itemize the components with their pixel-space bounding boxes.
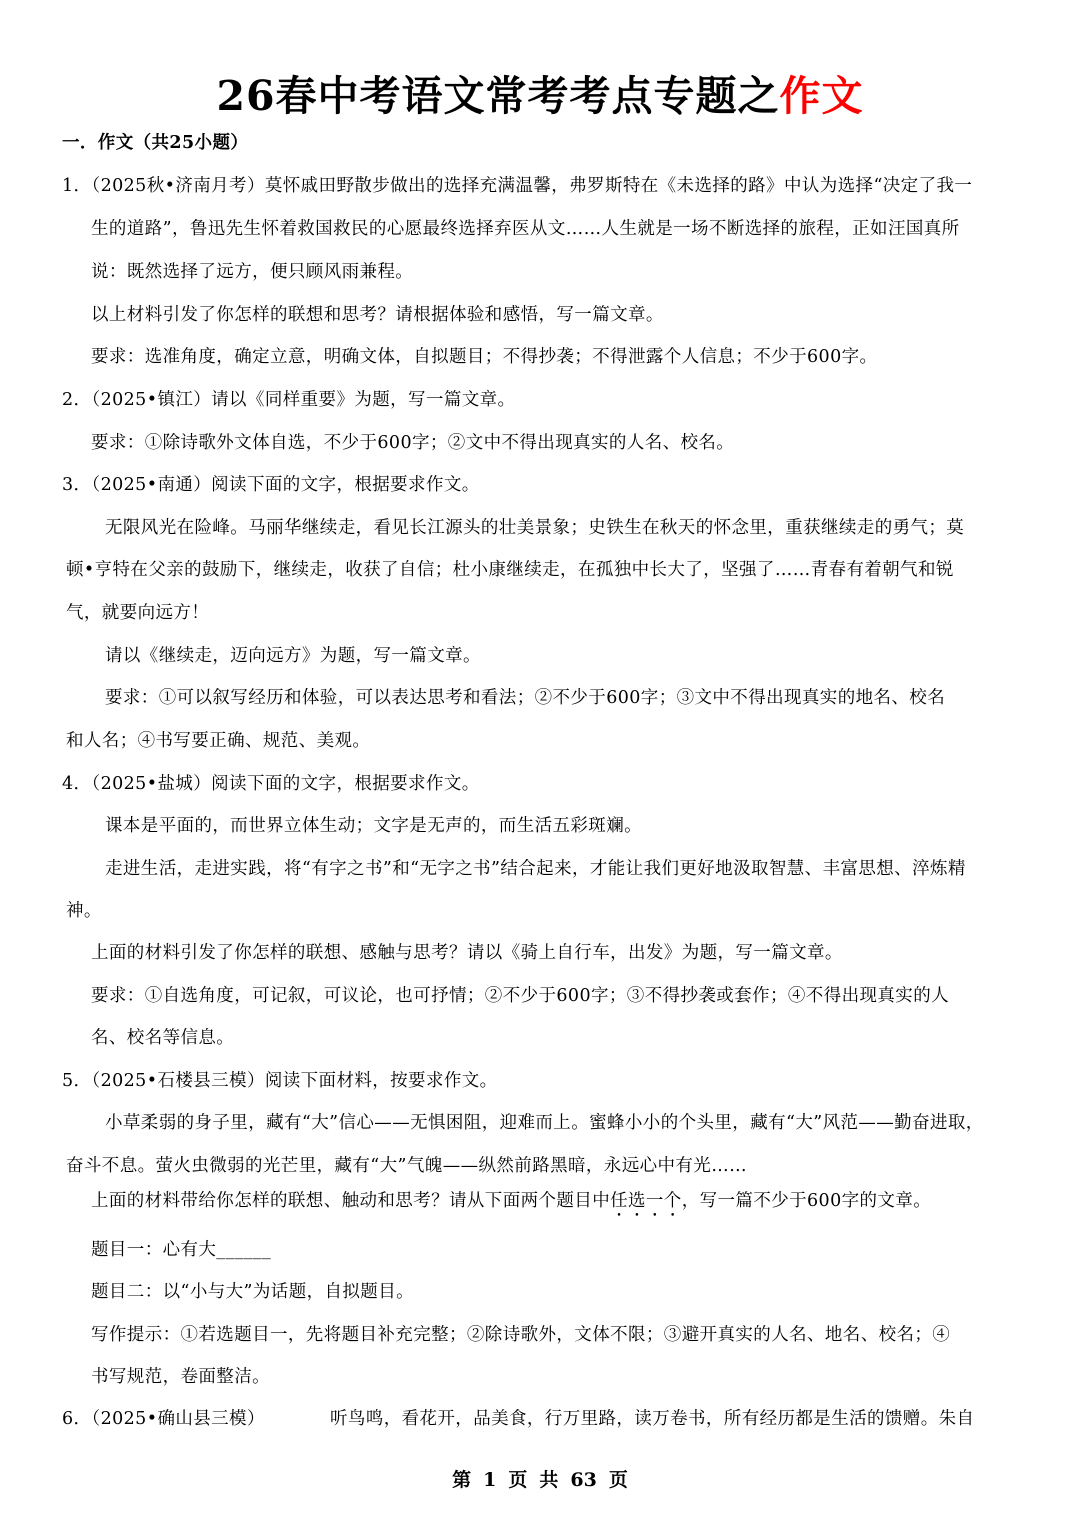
q1-line: 要求：选准角度，确定立意，明确文体，自拟题目；不得抄袭；不得泄露个人信息；不少于600字。 (91, 347, 878, 367)
q5-line: 5．（2025•石楼县三模）阅读下面材料，按要求作文。 (62, 1071, 498, 1091)
q4-line: 上面的材料引发了你怎样的联想、感触与思考？请以《骑上自行车，出发》为题，写一篇文章。 (91, 943, 843, 963)
footer-text: 第 (452, 1469, 472, 1491)
q3-line: 气，就要向远方！ (66, 603, 210, 623)
q5-line: 小草柔弱的身子里，藏有“大”信心——无惧困阻，迎难而上。蜜蜂小小的个头里，藏有“大”风范——勤奋进取， (105, 1113, 984, 1133)
q5-line: 奋斗不息。萤火虫微弱的光芒里，藏有“大”气魄——纵然前路黑暗，永远心中有光…… (66, 1156, 747, 1176)
section-heading: 一．作文（共25小题） (62, 133, 249, 153)
q3-line: 请以《继续走，迈向远方》为题，写一篇文章。 (105, 646, 481, 666)
q5-line: 书写规范，卷面整洁。 (91, 1367, 270, 1387)
q6-line: 6．（2025•确山县三模） (62, 1409, 265, 1429)
q4-line: 神。 (66, 901, 102, 921)
q3-line: 无限风光在险峰。马丽华继续走，看见长江源头的壮美景象；史铁生在秋天的怀念里，重获继续走的勇气；莫 (105, 518, 965, 538)
q1-line: 生的道路”，鲁迅先生怀着救国救民的心愿最终选择弃医从文……人生就是一场不断选择的旅程，正如汪国真所 (91, 219, 960, 239)
q3-line: 顿•亨特在父亲的鼓励下，继续走，收获了自信；杜小康继续走，在孤独中长大了，坚强了……青春有着朝气和锐 (66, 560, 954, 580)
q4-line: 4．（2025•盐城）阅读下面的文字，根据要求作文。 (62, 774, 480, 794)
q3-line: 3．（2025•南通）阅读下面的文字，根据要求作文。 (62, 475, 480, 495)
title-highlight: 作文 (779, 72, 864, 120)
q5-line (91, 1188, 931, 1221)
q5-text: ，写一篇不少于600字的文章。 (681, 1191, 932, 1211)
q4-line: 课本是平面的，而世界立体生动；文字是无声的，而生活五彩斑斓。 (105, 816, 642, 836)
page-title (0, 68, 1080, 124)
footer-page-number: 1 (483, 1469, 497, 1491)
q6-line: 听鸟鸣，看花开，品美食，行万里路，读万卷书，所有经历都是生活的馈赠。朱自 (330, 1409, 975, 1429)
q1-line: 说：既然选择了远方，便只顾风雨兼程。 (91, 262, 414, 282)
q4-line: 名、校名等信息。 (91, 1028, 235, 1048)
title-main: 26春中考语文常考考点专题之 (216, 72, 780, 120)
q5-text: 上面的材料带给你怎样的联想、触动和思考？请从下面两个题目中 (91, 1191, 611, 1211)
q3-line: 要求：①可以叙写经历和体验，可以表达思考和看法；②不少于600字；③文中不得出现真实的地名、校名 (105, 688, 946, 708)
q1-line: 1．（2025秋•济南月考）莫怀戚田野散步做出的选择充满温馨，弗罗斯特在《未选择的路》中认为选择“决定了我一 (62, 176, 973, 196)
footer-text: 页 (508, 1469, 528, 1491)
q4-line: 走进生活，走进实践，将“有字之书”和“无字之书”结合起来，才能让我们更好地汲取智慧、丰富思想、淬炼精 (105, 859, 966, 879)
q2-line: 2．（2025•镇江）请以《同样重要》为题，写一篇文章。 (62, 390, 516, 410)
q1-line: 以上材料引发了你怎样的联想和思考？请根据体验和感悟，写一篇文章。 (91, 305, 664, 325)
q5-emphasis: 任选一个 (610, 1191, 682, 1211)
q5-line: 写作提示：①若选题目一，先将题目补充完整；②除诗歌外，文体不限；③避开真实的人名、地名、校名；④ (91, 1325, 951, 1345)
q5-line: 题目一：心有大______ (91, 1240, 272, 1260)
footer-text: 页 (608, 1469, 628, 1491)
q4-line: 要求：①自选角度，可记叙，可议论，也可抒情；②不少于600字；③不得抄袭或套作；④不得出现真实的人 (91, 986, 949, 1006)
footer-total-pages: 63 (570, 1469, 597, 1491)
page-footer (0, 1465, 1080, 1492)
footer-text: 共 (539, 1469, 559, 1491)
q2-line: 要求：①除诗歌外文体自选，不少于600字；②文中不得出现真实的人名、校名。 (91, 433, 735, 453)
q3-line: 和人名；④书写要正确、规范、美观。 (66, 731, 371, 751)
q5-line: 题目二：以“小与大”为话题，自拟题目。 (91, 1282, 414, 1302)
